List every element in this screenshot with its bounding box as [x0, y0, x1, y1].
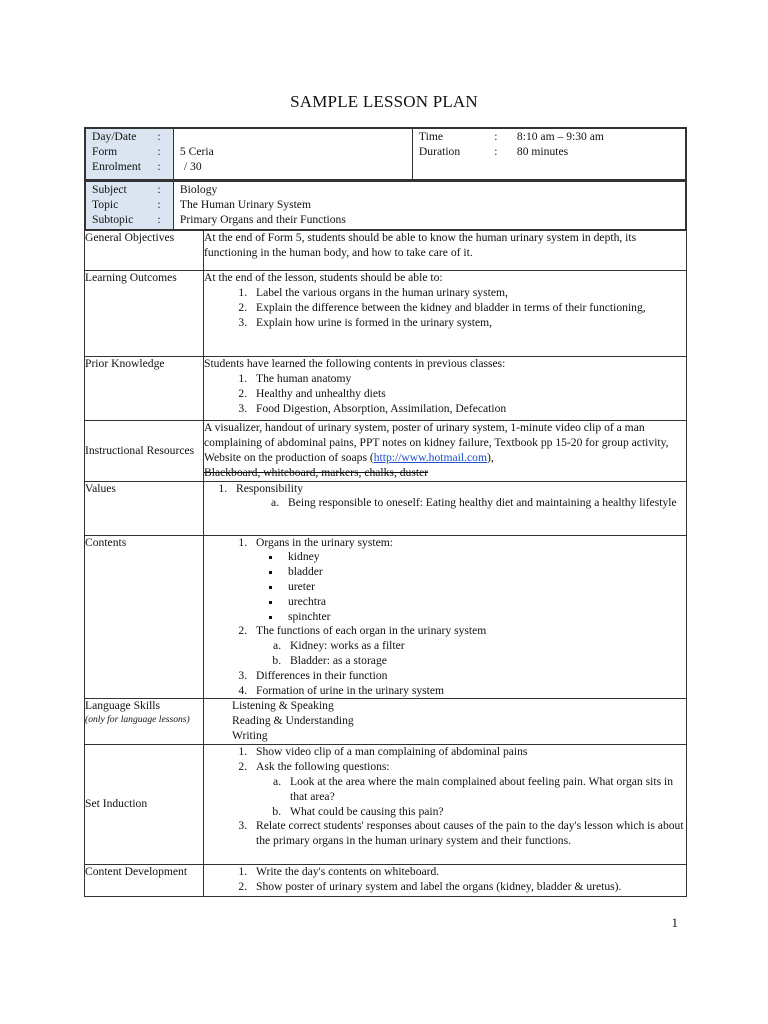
list-item: 3. Food Digestion, Absorption, Assimilation, Defecation: [250, 402, 686, 417]
list-item: ▪ ureter: [282, 580, 686, 595]
document-title: SAMPLE LESSON PLAN: [290, 92, 478, 111]
time-block: Time : 8:10 am – 9:30 am Duration : 80 minutes: [412, 129, 685, 180]
list-item: 3. Explain how urine is formed in the urinary system,: [250, 316, 686, 331]
list-item: Listening & Speaking: [232, 699, 334, 713]
learning-outcomes-label: Learning Outcomes: [85, 271, 204, 357]
list-item: ▪ kidney: [282, 550, 686, 565]
prior-knowledge-list: [204, 372, 686, 416]
list-item: ▪ bladder: [282, 565, 686, 580]
list-item: ▪ urechtra: [282, 595, 686, 610]
list-item: a. Kidney: works as a filter: [284, 639, 686, 654]
list-item: b. What could be causing this pain?: [284, 805, 686, 820]
header-labels: Day/Date : Form : Enrolment :: [86, 129, 174, 180]
subject-labels: Subject : Topic : Subtopic :: [86, 182, 174, 230]
general-objectives-label: General Objectives: [85, 231, 204, 271]
values-label: Values: [85, 481, 204, 535]
list-item: 2. Explain the difference between the kidney and bladder in terms of their functioning,: [250, 301, 686, 316]
time-value: 8:10 am – 9:30 am: [516, 130, 604, 143]
prior-knowledge-intro: Students have learned the following contents in previous classes:: [204, 357, 506, 371]
language-skills-label: Language Skills: [85, 699, 161, 713]
list-item: Writing: [232, 728, 268, 742]
learning-outcomes-intro: At the end of the lesson, students should be able to:: [204, 271, 443, 285]
header-row: [85, 128, 687, 181]
lesson-plan-table: [84, 127, 687, 897]
instructional-resources-label: Instructional Resources: [85, 421, 204, 481]
form-value: 5 Ceria: [179, 144, 214, 158]
general-objectives-row: [85, 231, 687, 271]
resource-link[interactable]: http://www.hotmail.com: [373, 450, 487, 464]
values-list: [204, 482, 686, 512]
duration-value: 80 minutes: [516, 144, 569, 158]
list-item: 1. Write the day's contents on whiteboard.: [250, 865, 686, 880]
language-skills-note: (only for language lessons): [85, 714, 190, 726]
list-item: a. Being responsible to oneself: Eating healthy diet and maintaining a healthy lifestyle: [282, 496, 686, 511]
set-induction-label: Set Induction: [85, 745, 204, 865]
header-values: [173, 129, 412, 180]
learning-outcomes-list: [204, 286, 686, 330]
organ-list: [256, 550, 686, 624]
list-item: 2. The functions of each organ in the urinary system a. Kidney: works as a filter b. Bladder: as a storage: [250, 624, 686, 668]
set-induction-row: [85, 745, 687, 865]
subject-value: Biology: [179, 183, 218, 196]
instructional-resources-text: A visualizer, handout of urinary system, poster of urinary system, 1-minute video clip of a man complaining of abdominal pains, PPT notes on kidney failure, Textbook pp 15-20 for group activity, Website on the production of soaps (http://www.hotmail.com), Blackboard, whiteboard, markers, chalks, duster: [204, 421, 687, 481]
general-objectives-text: At the end of Form 5, students should be able to know the human urinary system in depth, its functioning in the human body, and how to take care of it.: [204, 231, 687, 271]
list-item: 3. Relate correct students' responses about causes of the pain to the day's lesson which is about the primary organs in the human urinary system and their functions.: [250, 819, 686, 849]
day-date-label: Day/Date: [92, 130, 137, 143]
list-item: 2. Show poster of urinary system and label the organs (kidney, bladder & uretus).: [250, 880, 686, 895]
list-item: 1. Label the various organs in the human urinary system,: [250, 286, 686, 301]
content-development-row: [85, 865, 687, 897]
contents-list: [204, 536, 686, 699]
content-development-label: Content Development: [85, 865, 204, 897]
subject-values: [173, 182, 685, 230]
content-development-list: [204, 865, 686, 895]
topic-label: Topic: [92, 197, 119, 211]
learning-outcomes-row: [85, 271, 687, 357]
list-item: 1. Responsibility a. Being responsible to oneself: Eating healthy diet and maintaining a healthy lifestyle: [230, 482, 686, 512]
struck-resources: Blackboard, whiteboard, markers, chalks, duster: [204, 465, 429, 479]
list-item: 2. Healthy and unhealthy diets: [250, 387, 686, 402]
language-skills-row: [85, 699, 687, 745]
list-item: b. Bladder: as a storage: [284, 654, 686, 669]
page-number: 1: [671, 915, 678, 930]
time-label: Time: [418, 130, 443, 143]
list-item: Reading & Understanding: [232, 714, 354, 728]
values-row: [85, 481, 687, 535]
contents-label: Contents: [85, 535, 204, 699]
subject-label: Subject: [92, 183, 127, 196]
list-item: 1. Show video clip of a man complaining of abdominal pains: [250, 745, 686, 760]
set-induction-list: [204, 745, 686, 849]
prior-knowledge-label: Prior Knowledge: [85, 357, 204, 421]
list-item: ▪ spinchter: [282, 610, 686, 625]
prior-knowledge-row: [85, 357, 687, 421]
list-item: 4. Formation of urine in the urinary system: [250, 684, 686, 699]
enrolment-value: / 30: [183, 159, 202, 173]
contents-row: [85, 535, 687, 699]
form-label: Form: [92, 144, 118, 158]
list-item: a. Look at the area where the main complained about feeling pain. What organ sits in that area?: [284, 775, 686, 805]
topic-value: The Human Urinary System: [179, 197, 311, 211]
duration-label: Duration: [418, 144, 461, 158]
subtopic-value: Primary Organs and their Functions: [179, 212, 346, 226]
list-item: 3. Differences in their function: [250, 669, 686, 684]
list-item: 1. Organs in the urinary system: ▪ kidney ▪ bladder ▪ ureter ▪ urechtra ▪ spinchter: [250, 536, 686, 625]
instructional-resources-row: [85, 421, 687, 481]
subject-row: [85, 181, 687, 231]
subtopic-label: Subtopic: [92, 212, 134, 226]
list-item: 2. Ask the following questions: a. Look at the area where the main complained about feeling pain. What organ sits in that area? b. What could be causing this pain?: [250, 760, 686, 819]
list-item: 1. The human anatomy: [250, 372, 686, 387]
enrolment-label: Enrolment: [92, 159, 141, 173]
